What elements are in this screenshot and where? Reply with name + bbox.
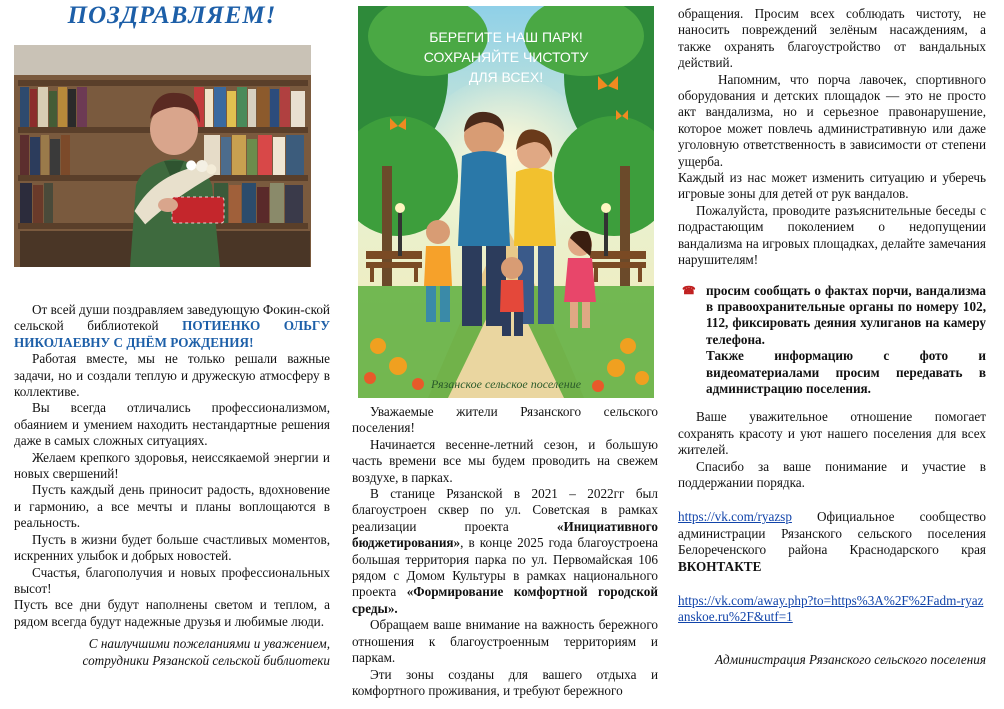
greeting-paragraph-7: Счастья, благополучия и новых профессиональных высот! xyxy=(14,564,330,596)
report-notice-text-2: Также информацию с фото и видеоматериалами просим передавать в администрацию поселения. xyxy=(706,348,986,396)
greeting-paragraph-6: Пусть в жизни будет больше счастливых моментов, искренних улыбок и добрых новостей. xyxy=(14,531,330,564)
appeal-paragraph-7: Напомним, что порча лавочек, спортивного оборудования и детских площадок — это не просто акт вандализма, но и серьезное правонарушение, которое может повлечь административную или даже уголовную ответственность в зависимости от степени ущерба. xyxy=(678,71,986,169)
greeting-paragraph-3: Вы всегда отличались профессионализмом, обаянием и умением находить нестандартные решения даже в самых сложных ситуациях. xyxy=(14,400,330,449)
greeting-paragraph-4: Желаем крепкого здоровья, неиссякаемой энергии и новых свершений! xyxy=(14,449,330,482)
appeal-paragraph-6: обращения. Просим всех соблюдать чистоту, не наносить повреждений зелёным насаждениям, а также охранять благоустройство от вандальных действий. xyxy=(678,6,986,71)
appeal-paragraph-4: Обращаем ваше внимание на важность бережного отношения к благоустроенным территориям и паркам. xyxy=(352,617,658,666)
greeting-signature-2: сотрудники Рязанской сельской библиотеки xyxy=(82,652,330,668)
poster-headline-3: ДЛЯ ВСЕХ! xyxy=(468,69,544,85)
greeting-intro: От всей души поздравляем заведующую Фокин-ской сельской библиотекой xyxy=(14,302,330,334)
phone-icon: ☎ xyxy=(682,284,696,297)
greeting-paragraph-2: Работая вместе, мы не только решали важные задачи, но и создали теплую и дружескую атмосферу в коллективе. xyxy=(14,351,330,400)
poster-footer: Рязанское сельское поселение xyxy=(430,377,582,391)
column-appeal-continued xyxy=(678,6,986,668)
vk-label: ВКОНТАКТЕ xyxy=(678,558,762,574)
report-notice-text-1: просим сообщать о фактах порчи, вандализма в правоохранительные органы по номеру 102, 112, фиксировать деяния хулиганов на камеру телефона. xyxy=(706,282,986,347)
library-photo xyxy=(14,45,311,267)
appeal-paragraph-10: Ваше уважительное отношение помогает сохранять красоту и уют нашего поселения для всех жителей. xyxy=(678,409,986,458)
project-name-2: «Формирование комфортной городской среды». xyxy=(352,584,658,616)
appeal-p3-text-a: В станице Рязанской в 2021 – 2022гг был благоустроен сквер по ул. Советская в рамках реализации проекта xyxy=(352,486,658,534)
vk-community-paragraph xyxy=(678,509,986,575)
greeting-paragraph-1 xyxy=(14,302,330,351)
greeting-title: ПОЗДРАВЛЯЕМ! xyxy=(67,2,277,29)
appeal-paragraph-8: Каждый из нас может изменить ситуацию и уберечь игровые зоны для детей от рук вандалов. xyxy=(678,170,986,202)
appeal-p3-text-c: , в конце 2025 года благоустроена большая территория парка по ул. Первомайская 106 рядом с Домом Культуры в рамках национального проекта xyxy=(352,535,658,600)
admin-site-link[interactable]: https://vk.com/away.php?to=https%3A%2F%2Fadm-ryazanskoe.ru%2F&utf=1 xyxy=(678,593,984,625)
vk-community-description: Официальное сообщество администрации Рязанского сельского поселения Белореченского района Краснодарского края xyxy=(678,509,987,558)
appeal-paragraph-1: Уважаемые жители Рязанского сельского поселения! xyxy=(352,404,658,436)
poster-headline-2: СОХРАНЯЙТЕ ЧИСТОТУ xyxy=(423,49,589,65)
admin-signature: Администрация Рязанского сельского поселения xyxy=(714,651,986,667)
park-poster xyxy=(358,6,654,398)
greeting-paragraph-8: Пусть все дни будут наполнены светом и теплом, а рядом всегда будут надежные друзья и любимые люди. xyxy=(14,597,330,629)
poster-headline-1: БЕРЕГИТЕ НАШ ПАРК! xyxy=(429,29,583,45)
greeting-paragraph-5: Пусть каждый день приносит радость, вдохновение и гармонию, а все мечты и планы воплощаются в реальность. xyxy=(14,482,330,531)
appeal-paragraph-5: Эти зоны созданы для вашего отдыха и комфортного проживания, и требуют бережного xyxy=(352,666,658,698)
appeal-paragraph-11: Спасибо за ваше понимание и участие в поддержании порядка. xyxy=(678,458,986,490)
vk-community-link[interactable]: https://vk.com/ryazsp xyxy=(678,509,792,525)
greeting-signature-1: С наилучшими пожеланиями и уважением, xyxy=(88,636,330,652)
site-link-paragraph xyxy=(678,593,986,626)
celebrant-name: ПОТИЕНКО ОЛЬГУ НИКОЛАЕВНУ С ДНЁМ РОЖДЕНИЯ! xyxy=(14,318,331,350)
project-name-1: «Инициативного бюджетирования» xyxy=(352,518,658,551)
appeal-paragraph-2: Начинается весенне-летний сезон, и большую часть времени все мы будем проводить на свежем воздухе, в парках. xyxy=(352,436,658,485)
appeal-paragraph-9: Пожалуйста, проводите разъяснительные беседы с подрастающим поколением о недопущении вандализма на игровых площадках, делайте замечания нарушителям! xyxy=(678,202,986,268)
column-greeting xyxy=(14,0,330,29)
report-notice xyxy=(678,283,986,398)
appeal-paragraph-3 xyxy=(352,486,658,617)
